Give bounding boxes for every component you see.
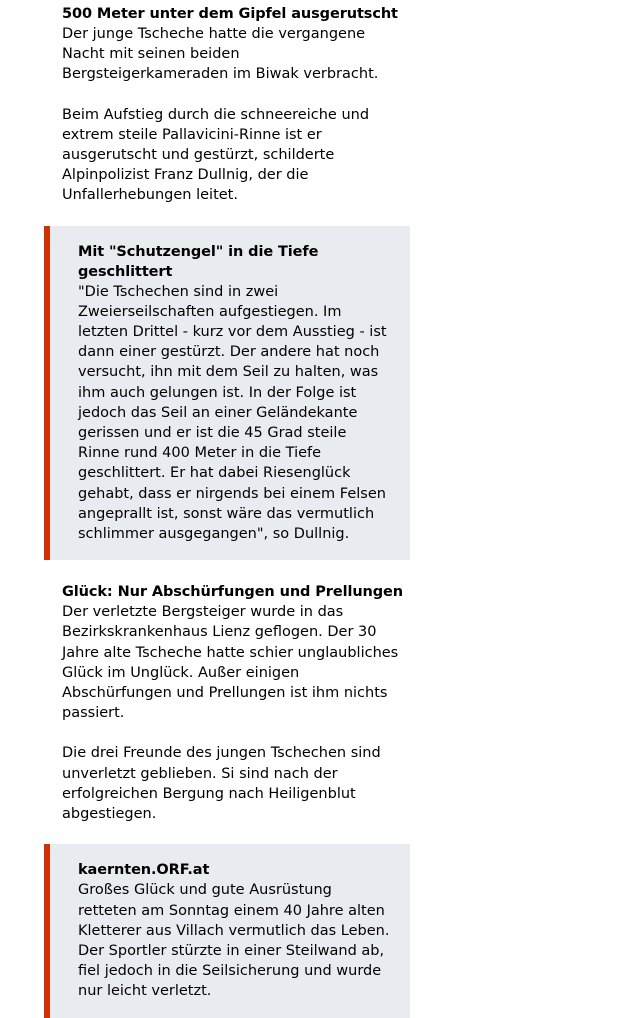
callout-text: "Die Tschechen sind in zwei Zweierseilschaften aufgestiegen. Im letzten Drittel - kurz vor dem Ausstieg - ist dann einer gestürzt. Der andere hat noch versucht, ihn mit dem Seil zu halten, was ihm auch gelungen ist. In der Folge ist jedoch das Seil an einer Geländekante gerissen und er ist die 45 Grad steile Rinne rund 400 Meter in die Tiefe geschlittert. Er hat dabei Riesenglück gehabt, dass er nirgends bei einem Felsen angeprallt ist, sonst wäre das vermutlich schlimmer ausgegangen", so Dullnig. xyxy=(78,283,387,543)
callout-related-kaernten-orf xyxy=(44,844,410,1017)
section-paragraph: Der verletzte Bergsteiger wurde in das Bezirkskrankenhaus Lienz geflogen. Der 30 Jahre alte Tscheche hatte schier unglaubliches Glück im Unglück. Außer einigen Abschürfungen und Prellungen ist ihm nichts passiert. xyxy=(62,604,399,722)
callout-text: Großes Glück und gute Ausrüstung retteten am Sonntag einem 40 Jahre alten Kletterer aus Villach vermutlich das Leben. Der Sportler stürzte in einer Steilwand ab, fiel jedoch in die Seilsicherung und wurde nur leicht verletzt. xyxy=(78,882,390,1000)
callout-quote-guardian-angel xyxy=(44,226,410,561)
section-paragraph: Die drei Freunde des jungen Tschechen sind unverletzt geblieben. Si sind nach der erfolgreichen Bergung nach Heiligenblut abgestiegen. xyxy=(62,745,381,823)
spacer xyxy=(0,206,640,226)
callout-heading: Mit "Schutzengel" in die Tiefe geschlittert xyxy=(78,243,319,280)
section-paragraph: Der junge Tscheche hatte die vergangene Nacht mit seinen beiden Bergsteigerkameraden im Biwak verbracht. xyxy=(62,26,379,83)
section-heading: Glück: Nur Abschürfungen und Prellungen xyxy=(62,584,404,601)
spacer xyxy=(0,560,640,582)
section-abrasions-and-bruises xyxy=(0,582,640,824)
section-slip-below-summit xyxy=(0,4,640,206)
spacer xyxy=(0,824,640,844)
section-heading: 500 Meter unter dem Gipfel ausgerutscht xyxy=(62,6,398,22)
section-paragraph: Beim Aufstieg durch die schneereiche und extrem steile Pallavicini-Rinne ist er ausgerutscht und gestürzt, schilderte Alpinpolizist Franz Dullnig, der die Unfallerhebungen leitet. xyxy=(62,106,370,204)
callout-heading[interactable]: kaernten.ORF.at xyxy=(78,862,210,879)
